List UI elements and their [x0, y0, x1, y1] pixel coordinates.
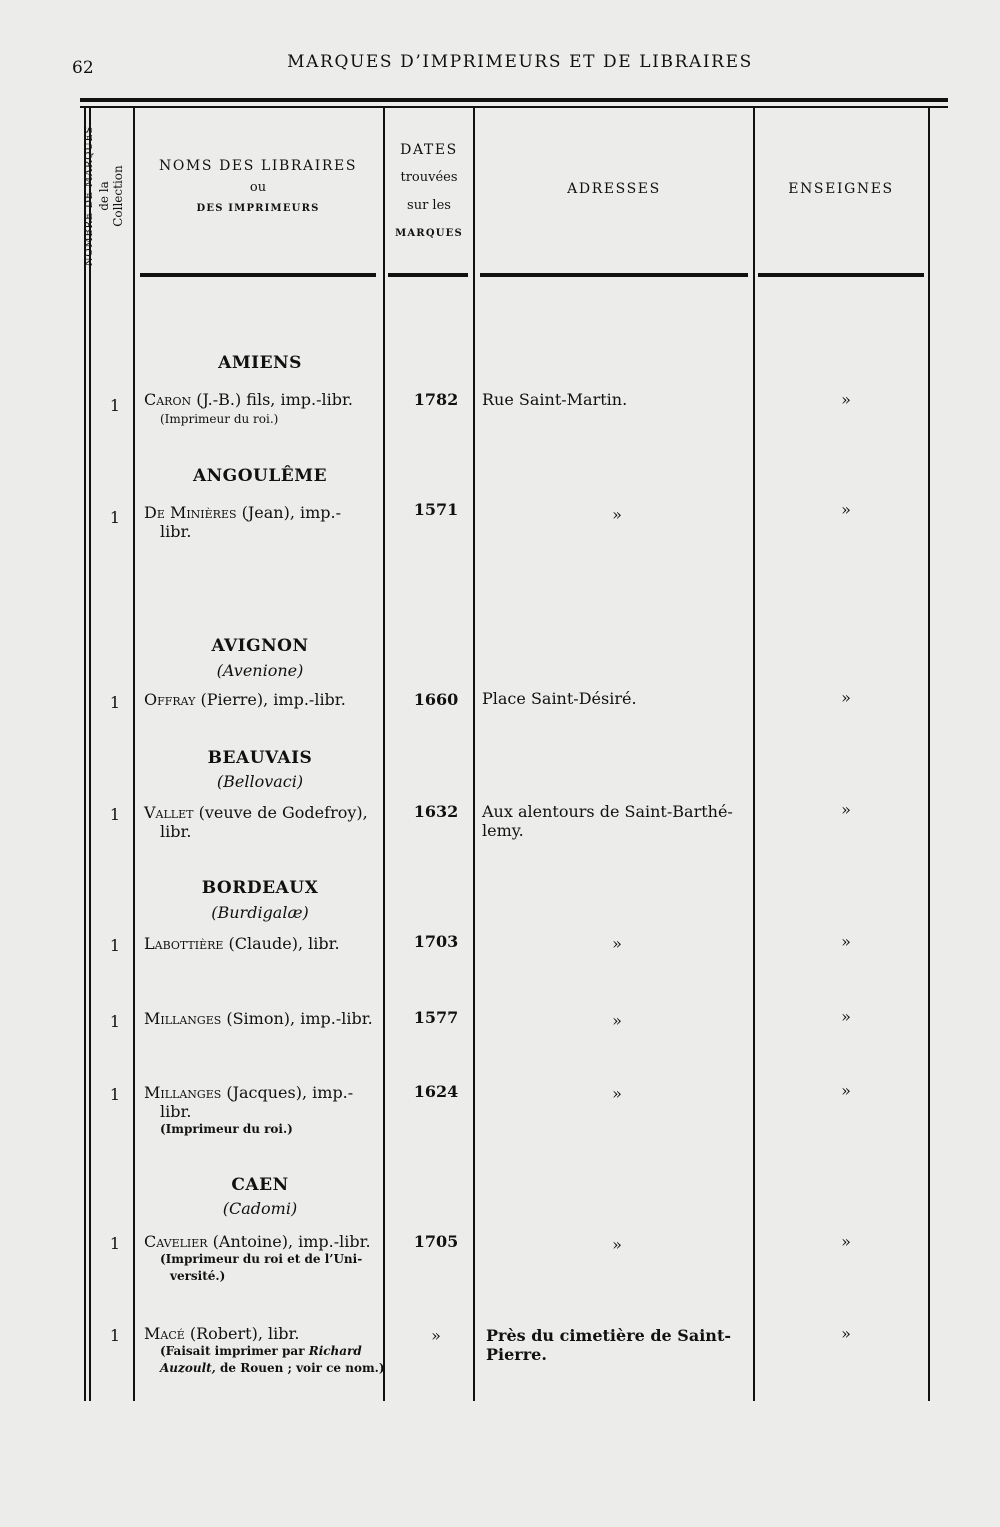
mark-count: 1	[109, 508, 121, 527]
city-latin-name: (Bellovaci)	[216, 772, 304, 791]
header-signs: ENSEIGNES	[788, 181, 894, 197]
printer-note: (Faisait imprimer par Richard Auzoult, de Rouen ; voir ce nom.)	[160, 1344, 385, 1375]
city-heading: BORDEAUX	[201, 878, 319, 898]
address: Aux alentours de Saint-Barthé- lemy.	[482, 802, 733, 840]
sign: »	[841, 800, 851, 819]
city-latin-name: (Avenione)	[216, 661, 304, 680]
city-latin-name: (Cadomi)	[222, 1199, 298, 1218]
sign: »	[841, 688, 851, 707]
table-top-rule-2	[80, 106, 948, 108]
column-divider	[383, 106, 385, 1401]
city-heading: AMIENS	[218, 353, 302, 373]
mark-date: »	[431, 1326, 441, 1345]
mark-date: 1624	[413, 1082, 459, 1101]
column-divider	[89, 106, 91, 1401]
sign: »	[841, 932, 851, 951]
column-divider	[928, 106, 930, 1401]
city-heading: ANGOULÊME	[192, 466, 328, 486]
printer-note: (Imprimeur du roi et de l’Uni- versité.)	[160, 1252, 363, 1283]
mark-date: 1571	[413, 500, 459, 519]
sign: »	[841, 1324, 851, 1343]
city-heading: BEAUVAIS	[207, 748, 313, 768]
city-heading: AVIGNON	[211, 636, 309, 656]
address: »	[612, 1235, 622, 1254]
sign: »	[841, 1232, 851, 1251]
printer-name: Labottière (Claude), libr.	[144, 934, 340, 953]
printer-name: Macé (Robert), libr.	[144, 1324, 300, 1343]
header-names: NOMS DES LIBRAIRES ou DES IMPRIMEURS	[158, 158, 358, 214]
mark-date: 1632	[413, 802, 459, 821]
header-addresses: ADRESSES	[567, 181, 661, 197]
city-heading: CAEN	[231, 1175, 289, 1195]
printer-name: De Minières (Jean), imp.- libr.	[144, 503, 342, 541]
header-rule	[480, 273, 748, 277]
address: »	[612, 1011, 622, 1030]
sign: »	[841, 500, 851, 519]
sign: »	[841, 1007, 851, 1026]
mark-count: 1	[109, 1012, 121, 1031]
printer-name: Caron (J.-B.) fils, imp.-libr.	[144, 390, 353, 409]
table-top-rule	[80, 98, 948, 102]
address: Rue Saint-Martin.	[482, 390, 628, 409]
header-rule	[758, 273, 924, 277]
header-rule	[140, 273, 376, 277]
address: »	[612, 505, 622, 524]
mark-count: 1	[109, 396, 121, 415]
printer-name: Offray (Pierre), imp.-libr.	[144, 690, 346, 709]
mark-count: 1	[109, 805, 121, 824]
column-divider	[753, 106, 755, 1401]
sign: »	[841, 390, 851, 409]
column-divider	[473, 106, 475, 1401]
column-divider	[84, 106, 86, 1401]
header-dates: DATES trouvées sur les MARQUES	[395, 142, 463, 239]
mark-count: 1	[109, 936, 121, 955]
printer-name: Cavelier (Antoine), imp.-libr.	[144, 1232, 371, 1251]
mark-count: 1	[109, 1085, 121, 1104]
printer-name: Millanges (Simon), imp.-libr.	[144, 1009, 373, 1028]
header-count: NOMBRE DE MARQUES de la Collection	[84, 125, 126, 266]
mark-count: 1	[109, 693, 121, 712]
address: »	[612, 934, 622, 953]
column-divider	[133, 106, 135, 1401]
mark-date: 1660	[413, 690, 459, 709]
printer-note: (Imprimeur du roi.)	[160, 412, 279, 426]
address: »	[612, 1084, 622, 1103]
printer-name: Millanges (Jacques), imp.- libr.	[144, 1083, 354, 1121]
city-latin-name: (Burdigalæ)	[211, 903, 309, 922]
mark-count: 1	[109, 1326, 121, 1345]
page-number: 62	[72, 58, 94, 78]
printer-note: (Imprimeur du roi.)	[160, 1122, 293, 1136]
sign: »	[841, 1081, 851, 1100]
address: Place Saint-Désiré.	[482, 689, 637, 708]
mark-date: 1577	[413, 1008, 459, 1027]
printer-name: Vallet (veuve de Godefroy), libr.	[144, 803, 368, 841]
mark-date: 1705	[413, 1232, 459, 1251]
mark-date: 1782	[413, 390, 459, 409]
running-head: MARQUES D’IMPRIMEURS ET DE LIBRAIRES	[287, 52, 753, 72]
mark-count: 1	[109, 1234, 121, 1253]
address: Près du cimetière de Saint-Pierre.	[486, 1326, 731, 1364]
header-rule	[388, 273, 468, 277]
mark-date: 1703	[413, 932, 459, 951]
